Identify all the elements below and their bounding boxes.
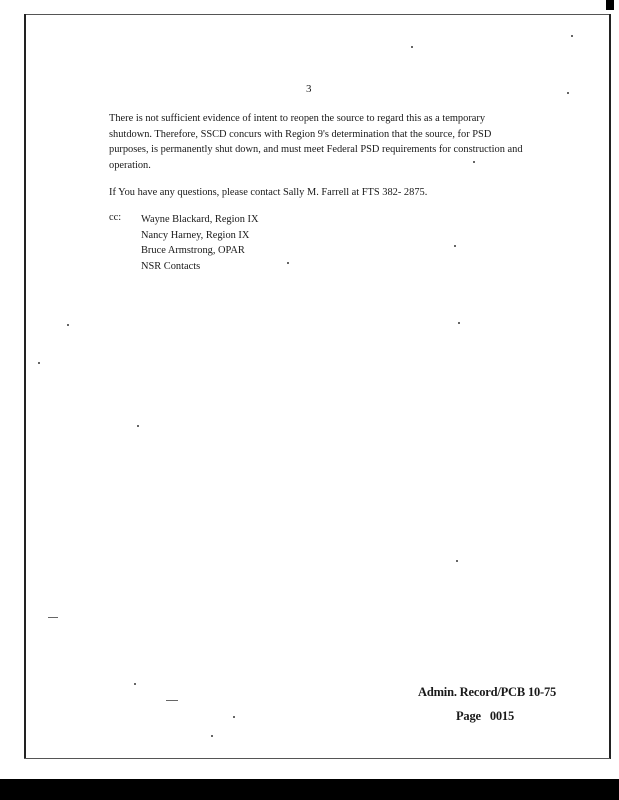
page-stamp-label: Page [456, 709, 481, 723]
scan-speck [233, 716, 235, 718]
scan-speck [411, 46, 413, 48]
cc-recipient: Nancy Harney, Region IX [141, 229, 250, 241]
contact-paragraph: If You have any questions, please contact Sally M. Farrell at FTS 382- 2875. [109, 187, 428, 198]
scan-speck [287, 262, 289, 264]
page-border-right [609, 14, 611, 759]
page-number: 3 [306, 83, 312, 95]
page-stamp-value: 0015 [489, 709, 515, 723]
page-border-top [24, 14, 610, 15]
scan-speck [454, 245, 456, 247]
scan-corner-mark [606, 0, 614, 10]
scan-speck [473, 161, 475, 163]
scan-speck [48, 617, 58, 618]
cc-recipient: NSR Contacts [141, 260, 201, 272]
scan-speck [567, 92, 569, 94]
scan-speck [137, 425, 139, 427]
scan-speck [67, 324, 69, 326]
scan-speck [211, 735, 213, 737]
page-border-left [24, 14, 26, 759]
cc-label: cc: [109, 212, 122, 223]
cc-recipient: Wayne Blackard, Region IX [141, 214, 259, 225]
page-stamp [456, 709, 514, 724]
scan-speck [166, 700, 178, 701]
scan-speck [571, 35, 573, 37]
scan-speck [38, 362, 40, 364]
scan-speck [134, 683, 136, 685]
scan-speck [456, 560, 458, 562]
body-paragraph: There is not sufficient evidence of intent to reopen the source to regard this as a temporary shutdown. Therefore, SSCD concurs with Region 9's determination that the source, for PSD purposes, is permanently shut down, and must meet Federal PSD requirements for construction and operation. [109, 113, 523, 171]
cc-recipient-list [141, 212, 258, 274]
admin-record-stamp: Admin. Record/PCB 10-75 [418, 685, 557, 699]
cc-recipient: Bruce Armstrong, OPAR [141, 245, 245, 256]
scan-bottom-bar [0, 779, 619, 800]
page-border-bottom [24, 758, 610, 759]
scan-speck [458, 322, 460, 324]
